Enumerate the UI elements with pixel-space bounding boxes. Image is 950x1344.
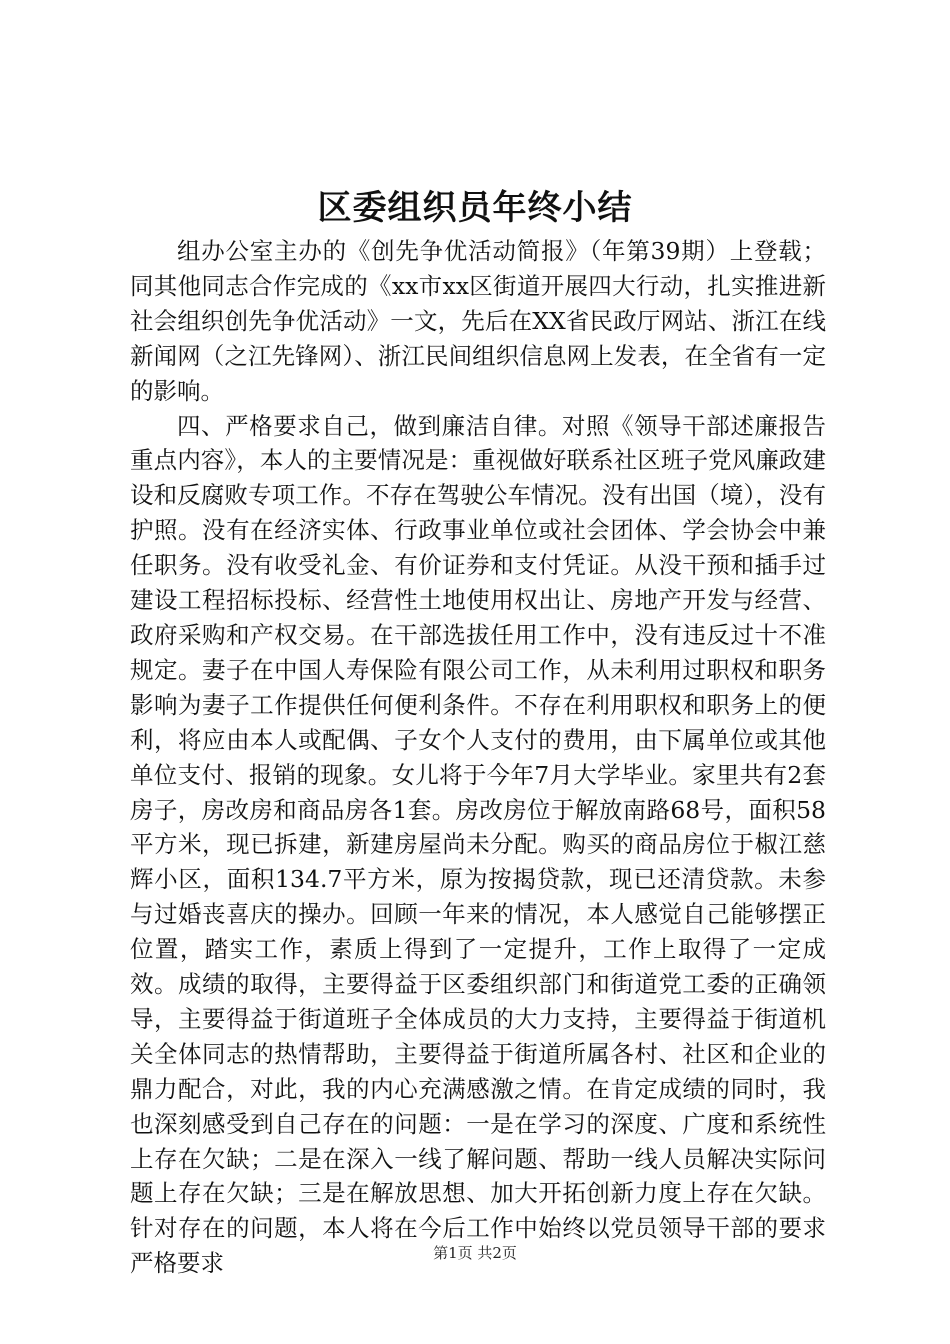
paragraph-1: 组办公室主办的《创先争优活动简报》（年第39期）上登载；同其他同志合作完成的《xx市xx区街道开展四大行动，扎实推进新社会组织创先争优活动》一文，先后在XX省民政厅网站、浙江在线新闻网（之江先锋网）、浙江民间组织信息网上发表，在全省有一定的影响。 (130, 237, 826, 405)
document-title: 区委组织员年终小结 (317, 188, 633, 228)
page-number-footer: 第1页 共2页 (433, 1244, 517, 1262)
document-body (130, 234, 826, 1281)
paragraph-2: 四、严格要求自己，做到廉洁自律。对照《领导干部述廉报告重点内容》，本人的主要情况是：重视做好联系社区班子党风廉政建设和反腐败专项工作。不存在驾驶公车情况。没有出国（境），没有护照。没有在经济实体、行政事业单位或社会团体、学会协会中兼任职务。没有收受礼金、有价证券和支付凭证。从没干预和插手过建设工程招标投标、经营性土地使用权出让、房地产开发与经营、政府采购和产权交易。在干部选拔任用工作中，没有违反过十不准规定。妻子在中国人寿保险有限公司工作，从未利用过职权和职务影响为妻子工作提供任何便利条件。不存在利用职权和职务上的便利，将应由本人或配偶、子女个人支付的费用，由下属单位或其他单位支付、报销的现象。女儿将于今年7月大学毕业。家里共有2套房子，房改房和商品房各1套。房改房位于解放南路68号，面积58平方米，现已拆建，新建房屋尚未分配。购买的商品房位于椒江慈辉小区，面积134.7平方米，原为按揭贷款，现已还清贷款。未参与过婚丧喜庆的操办。回顾一年来的情况，本人感觉自己能够摆正位置，踏实工作，素质上得到了一定提升，工作上取得了一定成效。成绩的取得，主要得益于区委组织部门和街道党工委的正确领导，主要得益于街道班子全体成员的大力支持，主要得益于街道机关全体同志的热情帮助，主要得益于街道所属各村、社区和企业的鼎力配合，对此，我的内心充满感激之情。在肯定成绩的同时，我也深刻感受到自己存在的问题：一是在学习的深度、广度和系统性上存在欠缺；二是在深入一线了解问题、帮助一线人员解决实际问题上存在欠缺；三是在解放思想、加大开拓创新力度上存在欠缺。针对存在的问题，本人将在今后工作中始终以党员领导干部的要求严格要求 (130, 411, 826, 1278)
